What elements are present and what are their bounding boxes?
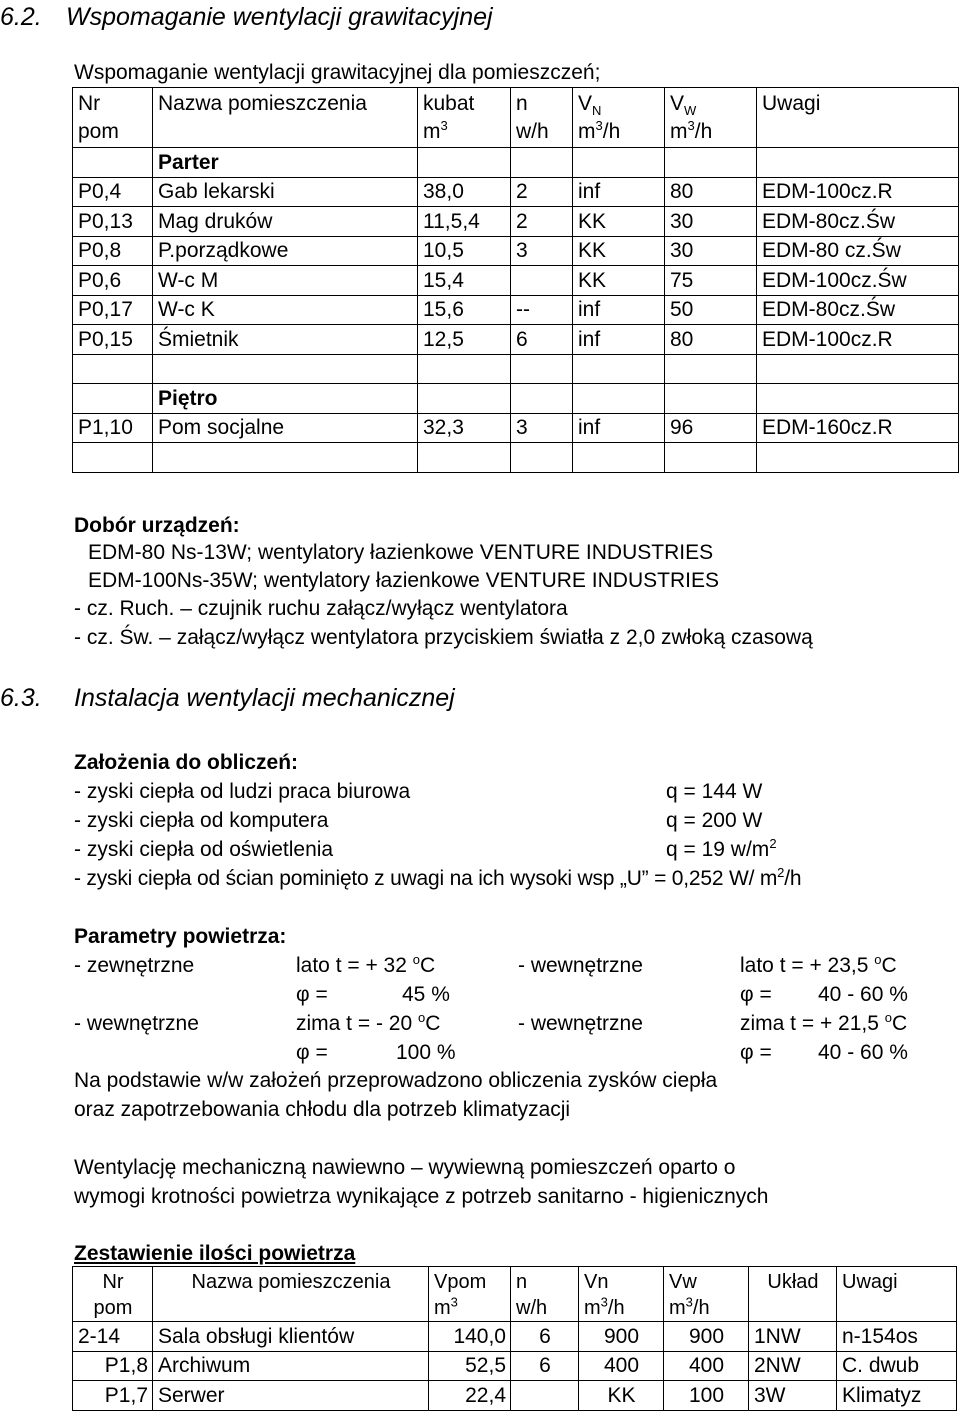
air-humidity-value: 100 % <box>396 1041 456 1064</box>
assumption-label: - zyski ciepła od oświetlenia <box>74 838 334 861</box>
header-vw: $V_W$ $m^3/h$ <box>665 88 757 148</box>
table-header-row <box>73 1267 957 1322</box>
air-humidity-label: φ = <box>296 983 328 1006</box>
air-humidity-label: φ = <box>740 983 772 1006</box>
devices-line: EDM-100Ns-35W; wentylatory łazienkowe VENTURE INDUSTRIES <box>88 569 719 592</box>
air-value: zima t = + 21,5 $^o$C <box>740 1010 908 1035</box>
section-title: Instalacja wentylacji mechanicznej <box>74 684 455 712</box>
air-label: - wewnętrzne <box>518 1012 643 1035</box>
devices-line: - cz. Ruch. – czujnik ruchu załącz/wyłącz wentylatora <box>74 597 568 620</box>
assumption-walls: - zyski ciepła od ścian pominięto z uwagi na ich wysoki wsp „U” = 0,252 W/ $m^2/h$ <box>74 865 802 890</box>
devices-line: EDM-80 Ns-13W; wentylatory łazienkowe VENTURE INDUSTRIES <box>88 541 714 564</box>
header-name: Nazwa pomieszczenia <box>153 1267 429 1322</box>
table-row: P1,7 Serwer 22,4 KK 100 3W Klimatyz <box>73 1381 957 1411</box>
devices-line: - cz. Św. – załącz/wyłącz wentylatora przyciskiem światła z 2,0 zwłoką czasową <box>74 626 813 649</box>
air-humidity-value: 40 - 60 % <box>818 983 908 1006</box>
table-row: P1,8 Archiwum 52,5 6 400 400 2NW C. dwub <box>73 1351 957 1381</box>
header-kubat: kubat $m^3$ <box>418 88 511 148</box>
header-uwagi: Uwagi <box>837 1267 957 1322</box>
air-humidity-value: 40 - 60 % <box>818 1041 908 1064</box>
section-number: 6.3. <box>0 684 42 712</box>
air-table-heading: Zestawienie ilości powietrza <box>74 1242 356 1265</box>
paragraph: wymogi krotności powietrza wynikające z potrzeb sanitarno - higienicznych <box>74 1185 769 1208</box>
empty-row <box>73 443 959 473</box>
header-uklad: Układ <box>749 1267 837 1322</box>
assumption-label: - zyski ciepła od ludzi praca biurowa <box>74 780 411 803</box>
header-n: n w/h <box>511 1267 579 1322</box>
air-humidity-label: φ = <box>740 1041 772 1064</box>
header-n: n w/h <box>511 88 573 148</box>
paragraph: Na podstawie w/w założeń przeprowadzono obliczenia zysków ciepła <box>74 1069 718 1092</box>
table-row: P0,17 W-c K 15,6 -- inf 50 EDM-80cz.Św <box>73 295 959 325</box>
header-vpom: Vpom $m^3$ <box>429 1267 511 1322</box>
header-nr: Nr pom <box>73 88 153 148</box>
air-humidity-value: 45 % <box>402 983 450 1006</box>
table-row: 2-14 Sala obsługi klientów 140,0 6 900 900 1NW n-154os <box>73 1322 957 1352</box>
paragraph: oraz zapotrzebowania chłodu dla potrzeb klimatyzacji <box>74 1098 571 1121</box>
header-name: Nazwa pomieszczenia <box>153 88 418 148</box>
assumptions-heading: Założenia do obliczeń: <box>74 751 299 774</box>
air-value: lato t = + 32 $^o$C <box>296 952 436 977</box>
group-row <box>73 384 959 414</box>
table-row: P0,8 P.porządkowe 10,5 3 KK 30 EDM-80 cz.Św <box>73 236 959 266</box>
table-row: P0,4 Gab lekarski 38,0 2 inf 80 EDM-100cz.R <box>73 177 959 207</box>
section-title: Wspomaganie wentylacji grawitacyjnej <box>66 3 493 31</box>
group-label-pietro: Piętro <box>153 384 418 414</box>
header-vw: Vw $m^3/h$ <box>664 1267 749 1322</box>
section-number: 6.2. <box>0 3 42 31</box>
table-row: P0,15 Śmietnik 12,5 6 inf 80 EDM-100cz.R <box>73 325 959 355</box>
table-row: P0,6 W-c M 15,4 KK 75 EDM-100cz.Św <box>73 266 959 296</box>
header-nr: Nr pom <box>73 1267 153 1322</box>
air-humidity-label: φ = <box>296 1041 328 1064</box>
table-row: P0,13 Mag druków 11,5,4 2 KK 30 EDM-80cz.Św <box>73 207 959 237</box>
air-quantity-table <box>72 1266 957 1411</box>
ventilation-table <box>72 87 959 473</box>
empty-row <box>73 354 959 384</box>
assumption-value: q = 19 $w/m^2$ <box>666 836 777 861</box>
devices-heading: Dobór urządzeń: <box>74 514 240 537</box>
air-label: - wewnętrzne <box>74 1012 199 1035</box>
air-heading: Parametry powietrza: <box>74 925 287 948</box>
air-label: - zewnętrzne <box>74 954 195 977</box>
header-vn: $V_N$ $m^3/h$ <box>573 88 665 148</box>
paragraph: Wentylację mechaniczną nawiewno – wywiewną pomieszczeń oparto o <box>74 1156 736 1179</box>
table-caption: Wspomaganie wentylacji grawitacyjnej dla pomieszczeń; <box>74 61 601 84</box>
air-label: - wewnętrzne <box>518 954 643 977</box>
group-label-parter: Parter <box>153 148 418 178</box>
table-row: P1,10 Pom socjalne 32,3 3 inf 96 EDM-160cz.R <box>73 413 959 443</box>
air-value: zima t = - 20 $^o$C <box>296 1010 441 1035</box>
assumption-value: q = 144 W <box>666 780 763 803</box>
assumption-value: q = 200 W <box>666 809 763 832</box>
header-vn: Vn $m^3/h$ <box>579 1267 664 1322</box>
group-row <box>73 148 959 178</box>
header-uwagi: Uwagi <box>757 88 959 148</box>
air-value: lato t = + 23,5 $^o$C <box>740 952 897 977</box>
table-header-row <box>73 88 959 148</box>
assumption-label: - zyski ciepła od komputera <box>74 809 329 832</box>
